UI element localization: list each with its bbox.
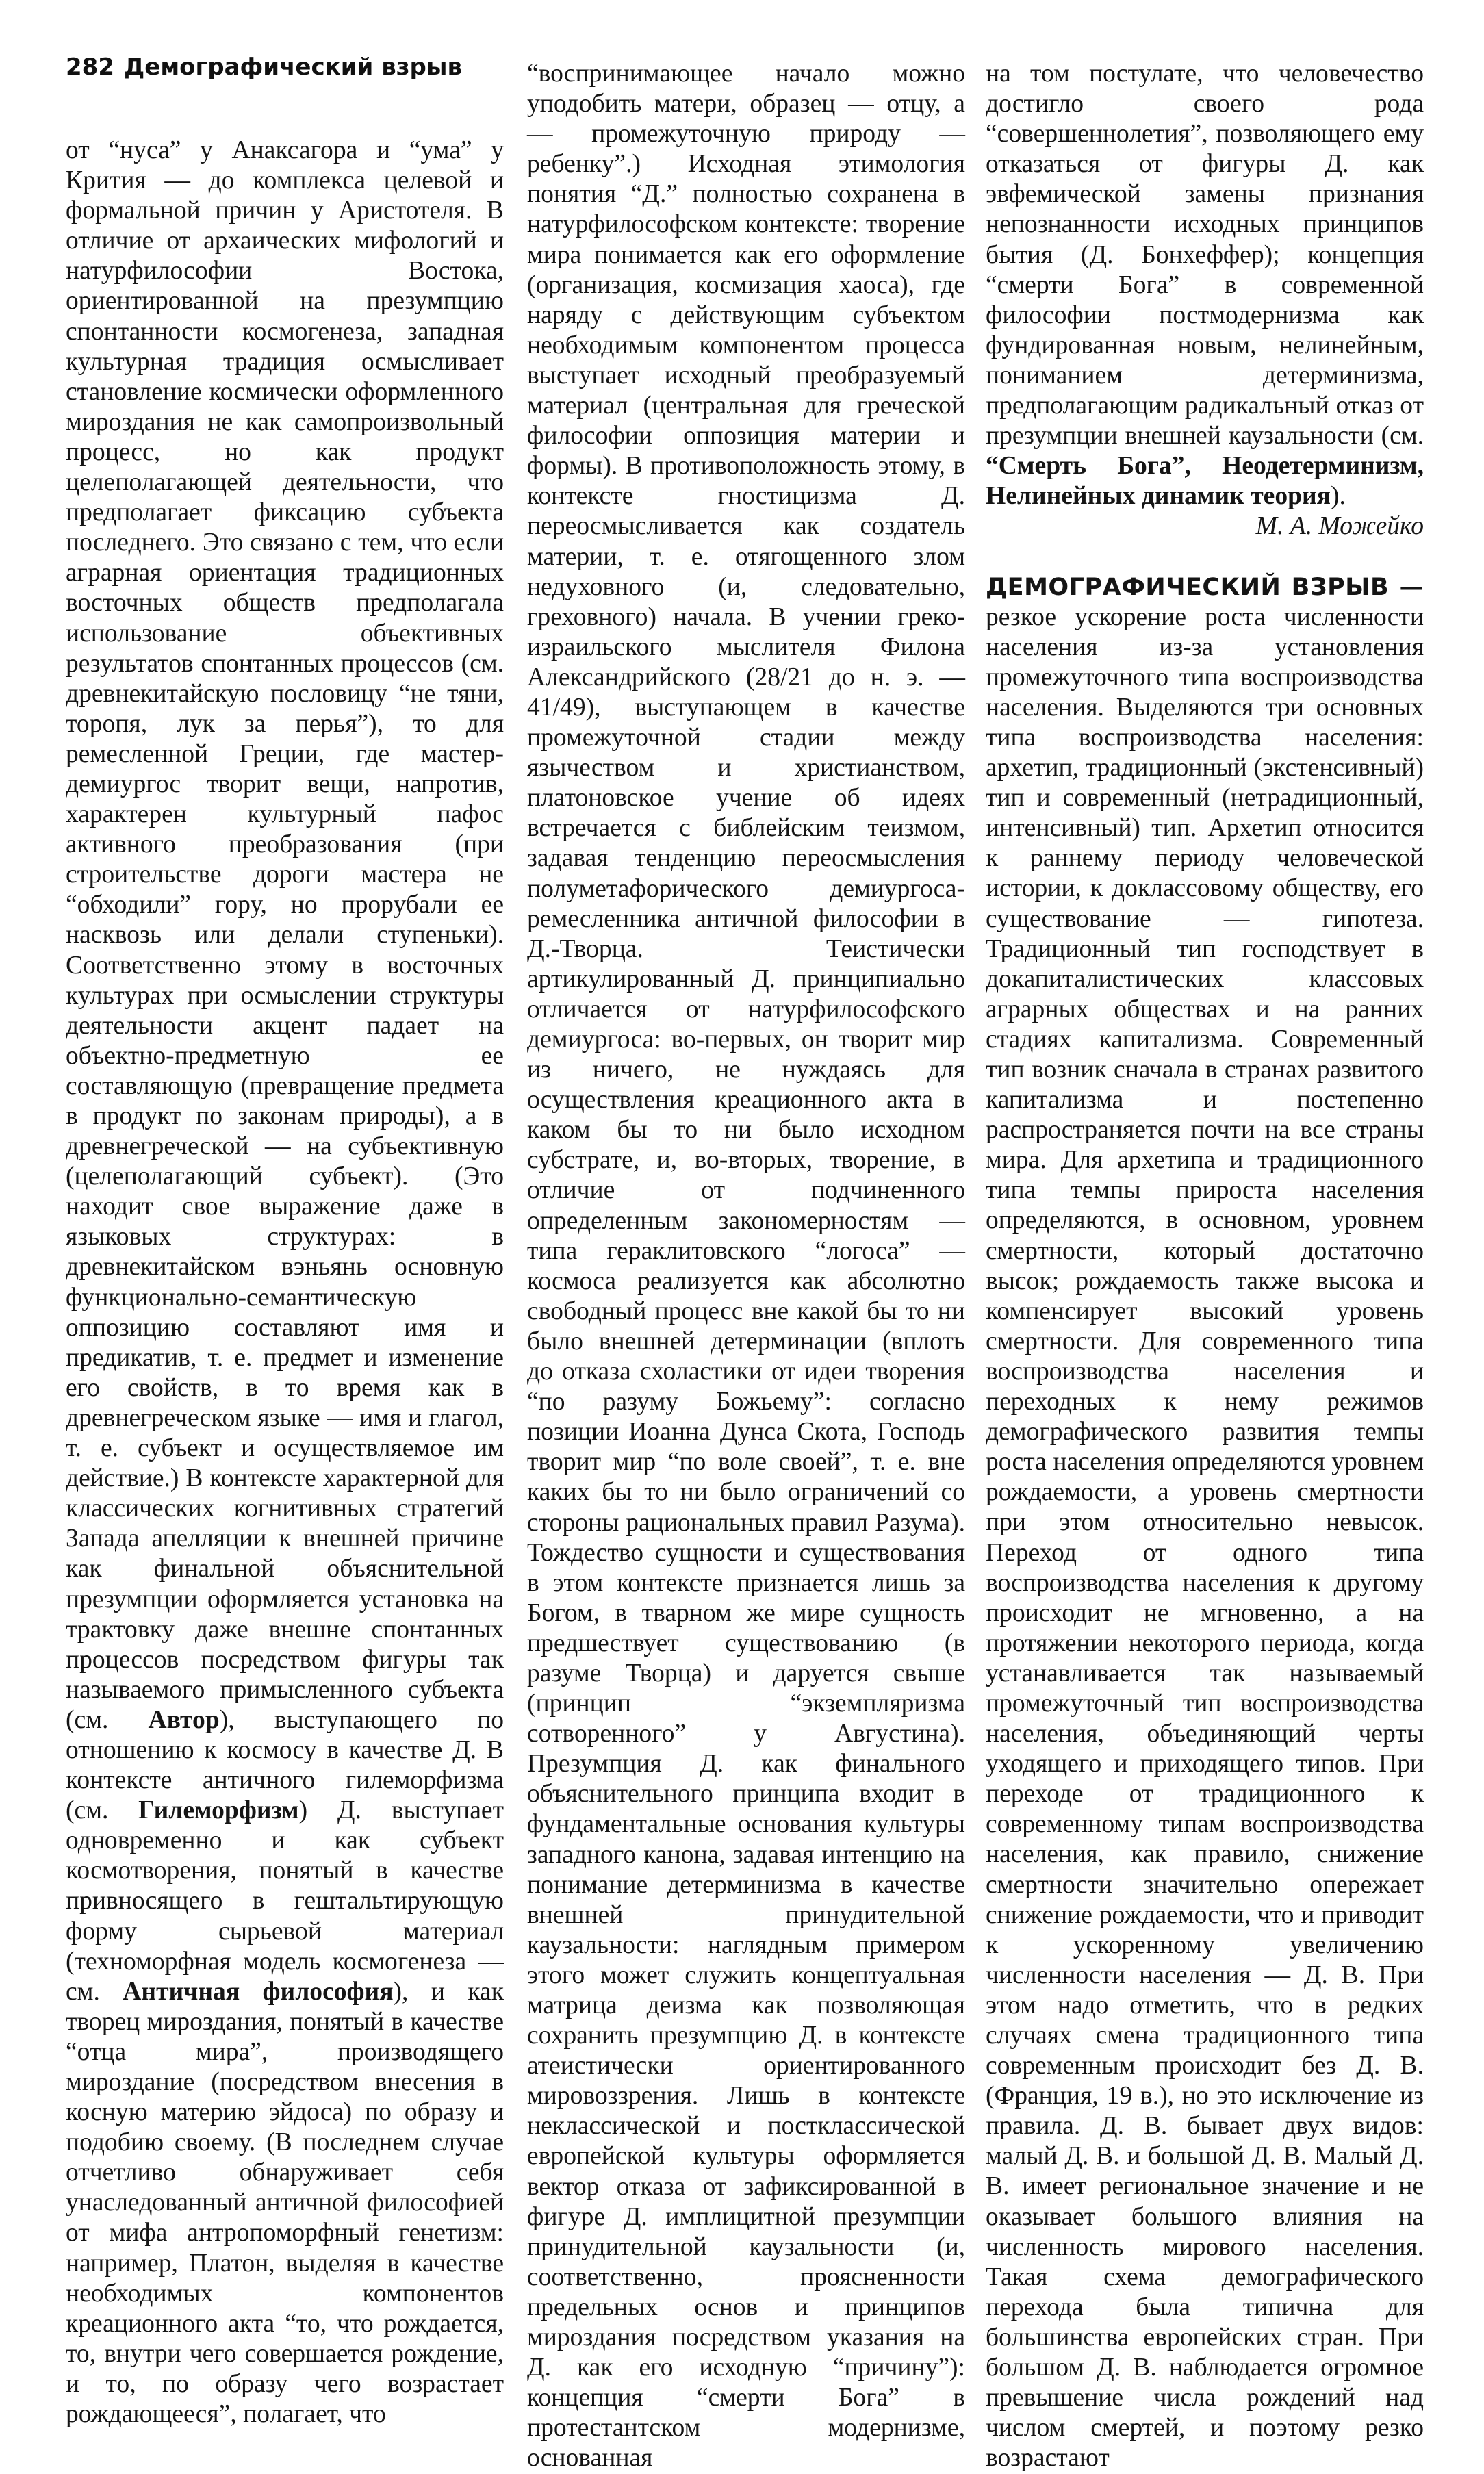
text-run: “воспринимающее начало можно уподобить матери, образец — отцу, а — промежуточную природу — ребенку”.) Исходная этимология понятия “Д.” полностью сохранена в натурфилософском контексте: творение мира понимается как его оформление (организация, космизация хаоса), где наряду с действующим субъектом необходимым компонентом процесса выступает исходный преобразуемый материал (центральная для греческой философии оппозиция материи и формы). В противоположность этому, в контексте гностицизма Д. переосмысливается как создатель материи, т. е. отягощенного злом недуховного (и, следовательно, греховного) начала. В учении греко-израильского мыслителя Филона Александрийского (28/21 до н. э. — 41/49), выступающем в качестве промежуточной стадии между язычеством и христианством, платоновское учение об идеях встречается с библейским теизмом, задавая тенденцию переосмысления полуметафорического демиургоса-ремесленника античной философии в Д.-Творца. Теистически артикулированный Д. принципиально отличается от натурфилософского демиургоса: во-первых, он творит мир из ничего, не нуждаясь для осуществления креационного акта в каком бы то ни было исходном субстрате, и, во-вторых, творение, в отличие от подчиненного определенным закономерностям — типа гераклитовского “логоса” — космоса реализуется как абсолютно свободный процесс вне какой бы то ни было внешней детерминации (вплоть до отказа схоластики от идеи творения “по разуму Божьему”: согласно позиции Иоанна Дунса Скота, Господь творит мир “по воле своей”, т. е. вне каких бы то ни было ограничений со стороны рациональных правил Разума). Тождество сущности и существования в этом контексте признается лишь за Богом, в тварном же мире сущность предшествует существованию (в разуме Творца) и даруется свыше (принцип “экземпляризма сотворенного” у Августина). Презумпция Д. как финального объяснительного принципа входит в фундаментальные основания культуры западного канона, задавая интенцию на понимание детерминизма в качестве внешней принудительной каузальности: наглядным примером этого может служить концептуальная матрица деизма как позволяющая сохранить презумпцию Д. в контексте атеистически ориентированного мировоззрения. Лишь в контексте неклассической и постклассической европейской культуры оформляется вектор отказа от зафиксированной в фигуре Д. имплицитной презумпции принудительной каузальности (и, соответственно, проясненности предельных основ и принципов мироздания посредством указания на Д. как его исходную “причину”): концепция “смерти Бога” в протестантском модернизме, основанная [527,60,965,2473]
cross-reference: “Смерть Бога”, Неодетерминизм, Нелинейных динамик теория [986,452,1424,511]
text-column-2 [527,59,965,2474]
text-run: ). [1331,482,1346,511]
paragraph [986,59,1424,511]
text-column-3 [986,59,1424,2473]
text-run: ), и как творец мироздания, понятый в качестве “отца мира”, производящего мироздание (посредством внесения в косную материю эйдоса) по образу и подобию своему. (В последнем случае отчетливо обнаруживает себя унаследованный античной философией от мифа антропоморфный генетизм: например, Платон, выделяя в качестве необходимых компонентов креационного акта “то, что рождается, то, внутри чего совершается рождение, и то, по образу чего возрастает рождающееся”, полагает, что [66,1977,504,2429]
text-run: ), выступающего по отношению к космосу в качестве Д. В контексте античного гилеморфизма (см. [66,1705,504,1825]
paragraph [66,136,504,2430]
text-run: ) Д. выступает одновременно и как субъект космотворения, понятый в качестве привносящего в гештальтирующую форму сырьевой материал (техноморфная модель космогенеза — см. [66,1796,504,2006]
author-signature: М. А. Можейко [1255,512,1424,541]
paragraph [527,59,965,2474]
entry-paragraph [986,572,1424,2474]
entry-dash: — [1389,573,1424,601]
text-run: на том постулате, что человечество достигло своего рода “совершеннолетия”, позволяющего ему отказаться от фигуры Д. как эвфемической замены признания непознанности исходных принципов бытия (Д. Бонхеффер); концепция “смерти Бога” в современной философии постмодернизма как фундированная новым, нелинейным, пониманием детерминизма, предполагающим радикальный отказ от презумпции внешней каузальности (см. [986,60,1424,450]
text-column-1 [66,136,504,2430]
cross-reference: Автор [148,1705,220,1734]
cross-reference: Античная философия [123,1977,394,2006]
page-number: 282 [66,53,114,81]
running-title: Демографический взрыв [123,53,463,81]
text-run: от “нуса” у Анаксагора и “ума” у Крития — до комплекса целевой и формальной причин у Аристотеля. В отличие от архаических мифологий и натурфилософии Востока, ориентированной на презумпцию спонтанности космогенеза, западная культурная традиция осмысливает становление космически оформленного мироздания не как самопроизвольный процесс, но как продукт целеполагающей деятельности, что предполагает фиксацию субъекта последнего. Это связано с тем, что если аграрная ориентация традиционных восточных обществ предполагала использование объективных результатов спонтанных процессов (см. древнекитайскую пословицу “не тяни, торопя, лук за перья”), то для ремесленной Греции, где мастер-демиургос творит вещи, напротив, характерен культурный пафос активного преобразования (при строительстве дороги мастера не “обходили” гору, но прорубали ее насквозь или делали ступеньки). Соответственно этому в восточных культурах при осмыслении структуры деятельности акцент падает на объектно-предметную ее составляющую (превращение предмета в продукт по законам природы), а в древнегреческой — на субъективную (целеполагающий субъект). (Это находит свое выражение даже в языковых структурах: в древнекитайском вэньянь основную функционально-семантическую оппозицию составляют имя и предикатив, т. е. предмет и изменение его свойств, в то время как в древнегреческом языке — имя и глагол, т. е. субъект и осуществляемое им действие.) В контексте характерной для классических когнитивных стратегий Запада апелляции к внешней причине как финальной объяснительной презумпции оформляется установка на трактовку даже внешне спонтанных процессов посредством фигуры так называемого примысленного субъекта (см. [66,136,504,1734]
running-head [66,53,462,81]
text-run: резкое ускорение роста численности населения из-за установления промежуточного типа воспроизводства населения. Выделяются три основных типа воспроизводства населения: архетип, традиционный (экстенсивный) тип и современный (нетрадиционный, интенсивный) тип. Архетип относится к раннему периоду человеческой истории, к доклассовому обществу, его существование — гипотеза. Традиционный тип господствует в докапиталистических классовых аграрных обществах и на ранних стадиях капитализма. Современный тип возник сначала в странах развитого капитализма и постепенно распространяется почти на все страны мира. Для архетипа и традиционного типа темпы прироста населения определяются, в основном, уровнем смертности, который достаточно высок; рождаемость также высока и компенсирует высокий уровень смертности. Для современного типа воспроизводства населения и переходных к нему режимов демографического развития темпы роста населения определяются уровнем рождаемости, а уровень смертности при этом относительно невысок. Переход от одного типа воспроизводства населения к другому происходит не мгновенно, а на протяжении некоторого периода, когда устанавливается так называемый промежуточный тип воспроизводства населения, объединяющий черты уходящего и приходящего типов. При переходе от традиционного к современному типам воспроизводства населения, как правило, снижение смертности значительно опережает снижение рождаемости, что и приводит к ускоренному увеличению численности населения — Д. В. При этом надо отметить, что в редких случаях смена традиционного типа современным происходит без Д. В. (Франция, 19 в.), но это исключение из правила. Д. В. бывает двух видов: малый Д. В. и большой Д. В. Малый Д. В. имеет региональное значение и не оказывает большого влияния на численность мирового населения. Такая схема демографического перехода была типична для большинства европейских стран. При большом Д. В. наблюдается огромное превышение числа рождений над числом смертей, и поэтому резко возрастают [986,602,1424,2473]
cross-reference: Гилеморфизм [138,1796,299,1825]
entry-title: ДЕМОГРАФИЧЕСКИЙ ВЗРЫВ [986,573,1390,601]
entry-gap [986,542,1424,572]
